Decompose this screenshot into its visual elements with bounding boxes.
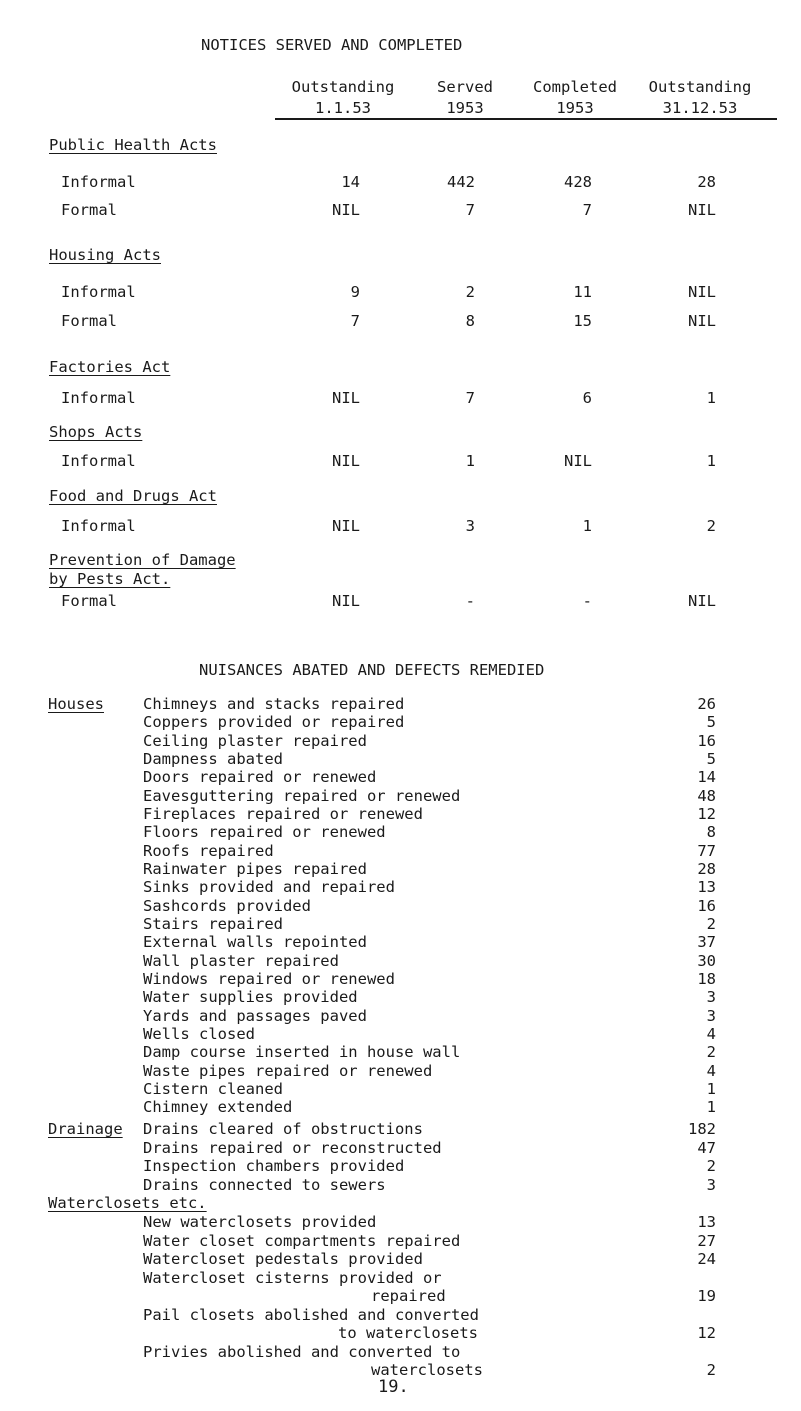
houses-item: Water supplies provided xyxy=(143,988,358,1007)
watercloset-item: Privies abolished and converted to xyxy=(143,1342,461,1361)
table-cell: 14 xyxy=(341,173,360,191)
page-number: 19. xyxy=(378,1377,409,1397)
houses-item: Chimneys and stacks repaired xyxy=(143,695,405,713)
watercloset-item: Water closet compartments repaired xyxy=(143,1231,461,1250)
table-cell: NIL xyxy=(332,201,360,219)
table-cell: NIL xyxy=(688,592,716,610)
table-cell: 9 xyxy=(350,283,360,301)
column-header-line2: 31.12.53 xyxy=(662,99,738,117)
column-header-line1: Outstanding xyxy=(291,78,395,96)
houses-item: Stairs repaired xyxy=(143,914,283,933)
houses-item: Doors repaired or renewed xyxy=(143,768,377,787)
houses-item-value: 16 xyxy=(697,896,716,915)
watercloset-item-value: 12 xyxy=(697,1324,716,1342)
houses-item: Waste pipes repaired or renewed xyxy=(143,1061,433,1080)
table-row-label: Informal xyxy=(61,173,136,191)
column-header-line2: 1953 xyxy=(446,99,484,117)
drainage-label: Drainage xyxy=(48,1120,123,1138)
houses-item: Coppers provided or repaired xyxy=(143,713,405,732)
houses-item-value: 4 xyxy=(706,1061,716,1080)
table-row-label: Formal xyxy=(61,312,117,330)
houses-item-value: 13 xyxy=(697,878,716,897)
table-cell: 28 xyxy=(697,173,716,191)
houses-item: Chimney extended xyxy=(143,1098,293,1117)
drainage-item-value: 2 xyxy=(706,1157,716,1175)
drainage-item-value: 47 xyxy=(697,1138,716,1157)
houses-label: Houses xyxy=(48,695,104,713)
watercloset-item: repaired xyxy=(371,1287,446,1305)
table-cell: 442 xyxy=(447,173,475,191)
watercloset-item: waterclosets xyxy=(371,1361,483,1379)
table-cell: 15 xyxy=(573,312,592,330)
table-cell: 1 xyxy=(706,389,716,407)
drainage-item-value: 182 xyxy=(688,1120,716,1138)
watercloset-item-value: 19 xyxy=(697,1287,716,1305)
section-heading-line2: by Pests Act. xyxy=(49,570,171,588)
houses-item-value: 2 xyxy=(706,1043,716,1062)
houses-item-value: 4 xyxy=(706,1024,716,1043)
table-cell: NIL xyxy=(332,452,360,470)
table-cell: 1 xyxy=(706,452,716,470)
watercloset-item: Pail closets abolished and converted xyxy=(143,1305,479,1324)
table-cell: 2 xyxy=(706,517,716,535)
drainage-item: Drains cleared of obstructions xyxy=(143,1120,423,1138)
table-row-label: Informal xyxy=(61,389,136,407)
houses-item-value: 2 xyxy=(706,914,716,933)
table-cell: 2 xyxy=(465,283,475,301)
table-row-label: Informal xyxy=(61,452,136,470)
houses-item: Wells closed xyxy=(143,1024,255,1043)
watercloset-item: to waterclosets xyxy=(338,1324,478,1342)
table-cell: 428 xyxy=(564,173,592,191)
houses-item-value: 1 xyxy=(706,1098,716,1117)
houses-item: Ceiling plaster repaired xyxy=(143,731,367,750)
table-cell: 1 xyxy=(582,517,592,535)
table-cell: 7 xyxy=(582,201,592,219)
column-header-line2: 1953 xyxy=(556,99,594,117)
table-cell: NIL xyxy=(688,283,716,301)
houses-item: Sashcords provided xyxy=(143,896,311,915)
houses-item: External walls repointed xyxy=(143,933,367,952)
houses-item: Eavesguttering repaired or renewed xyxy=(143,786,461,805)
drainage-item: Drains repaired or reconstructed xyxy=(143,1138,442,1157)
houses-item: Fireplaces repaired or renewed xyxy=(143,804,423,823)
table-cell: 11 xyxy=(573,283,592,301)
drainage-item: Drains connected to sewers xyxy=(143,1175,386,1194)
houses-item-value: 30 xyxy=(697,951,716,970)
houses-item-value: 37 xyxy=(697,933,716,952)
table-cell: NIL xyxy=(688,312,716,330)
table-cell: 6 xyxy=(582,389,592,407)
table-cell: 1 xyxy=(465,452,475,470)
section-heading: Housing Acts xyxy=(49,246,161,264)
houses-item-value: 5 xyxy=(706,713,716,732)
table-row-label: Informal xyxy=(61,517,136,535)
table-cell: 7 xyxy=(465,389,475,407)
table-row-label: Informal xyxy=(61,283,136,301)
header-rule xyxy=(275,118,777,120)
watercloset-item-value: 27 xyxy=(697,1231,716,1250)
table-cell: NIL xyxy=(332,592,360,610)
watercloset-item-value: 2 xyxy=(706,1361,716,1379)
houses-item-value: 77 xyxy=(697,841,716,860)
table-cell: NIL xyxy=(564,452,592,470)
watercloset-item-value: 24 xyxy=(697,1250,716,1268)
houses-item-value: 26 xyxy=(697,695,716,713)
table-cell: - xyxy=(582,592,592,610)
houses-item: Wall plaster repaired xyxy=(143,951,339,970)
table-cell: 7 xyxy=(350,312,360,330)
houses-item: Windows repaired or renewed xyxy=(143,969,395,988)
table-cell: 3 xyxy=(465,517,475,535)
watercloset-item: Watercloset pedestals provided xyxy=(143,1250,423,1268)
section-heading: Prevention of Damage xyxy=(49,551,236,569)
watercloset-item: Watercloset cisterns provided or xyxy=(143,1268,442,1287)
section-heading: Food and Drugs Act xyxy=(49,487,217,505)
houses-item: Roofs repaired xyxy=(143,841,274,860)
table-cell: NIL xyxy=(332,517,360,535)
section-heading: Public Health Acts xyxy=(49,136,217,154)
houses-item: Rainwater pipes repaired xyxy=(143,859,367,878)
houses-item-value: 28 xyxy=(697,859,716,878)
houses-item-value: 3 xyxy=(706,988,716,1007)
column-header-line1: Completed xyxy=(533,78,617,96)
table-cell: 8 xyxy=(465,312,475,330)
houses-item-value: 5 xyxy=(706,749,716,768)
waterclosets-label: Waterclosets etc. xyxy=(48,1194,207,1212)
watercloset-item: New waterclosets provided xyxy=(143,1213,377,1231)
houses-item: Yards and passages paved xyxy=(143,1006,367,1025)
houses-item: Sinks provided and repaired xyxy=(143,878,395,897)
column-header-line2: 1.1.53 xyxy=(315,99,371,117)
drainage-item: Inspection chambers provided xyxy=(143,1157,405,1175)
nuisances-title: NUISANCES ABATED AND DEFECTS REMEDIED xyxy=(199,661,545,679)
table-cell: NIL xyxy=(332,389,360,407)
houses-item-value: 1 xyxy=(706,1079,716,1098)
houses-item-value: 14 xyxy=(697,768,716,787)
houses-item: Floors repaired or renewed xyxy=(143,823,386,842)
houses-item: Dampness abated xyxy=(143,749,283,768)
drainage-item-value: 3 xyxy=(706,1175,716,1194)
houses-item-value: 12 xyxy=(697,804,716,823)
watercloset-item-value: 13 xyxy=(697,1213,716,1231)
houses-item: Cistern cleaned xyxy=(143,1079,283,1098)
houses-item-value: 3 xyxy=(706,1006,716,1025)
houses-item-value: 8 xyxy=(706,823,716,842)
table-row-label: Formal xyxy=(61,592,117,610)
table-cell: NIL xyxy=(688,201,716,219)
table-cell: - xyxy=(465,592,475,610)
table-row-label: Formal xyxy=(61,201,117,219)
section-heading: Factories Act xyxy=(49,358,171,376)
table-cell: 7 xyxy=(465,201,475,219)
section-heading: Shops Acts xyxy=(49,423,143,441)
houses-item-value: 16 xyxy=(697,731,716,750)
column-header-line1: Served xyxy=(437,78,493,96)
houses-item: Damp course inserted in house wall xyxy=(143,1043,461,1062)
houses-item-value: 48 xyxy=(697,786,716,805)
houses-item-value: 18 xyxy=(697,969,716,988)
column-header-line1: Outstanding xyxy=(648,78,752,96)
page-title: NOTICES SERVED AND COMPLETED xyxy=(201,36,463,54)
